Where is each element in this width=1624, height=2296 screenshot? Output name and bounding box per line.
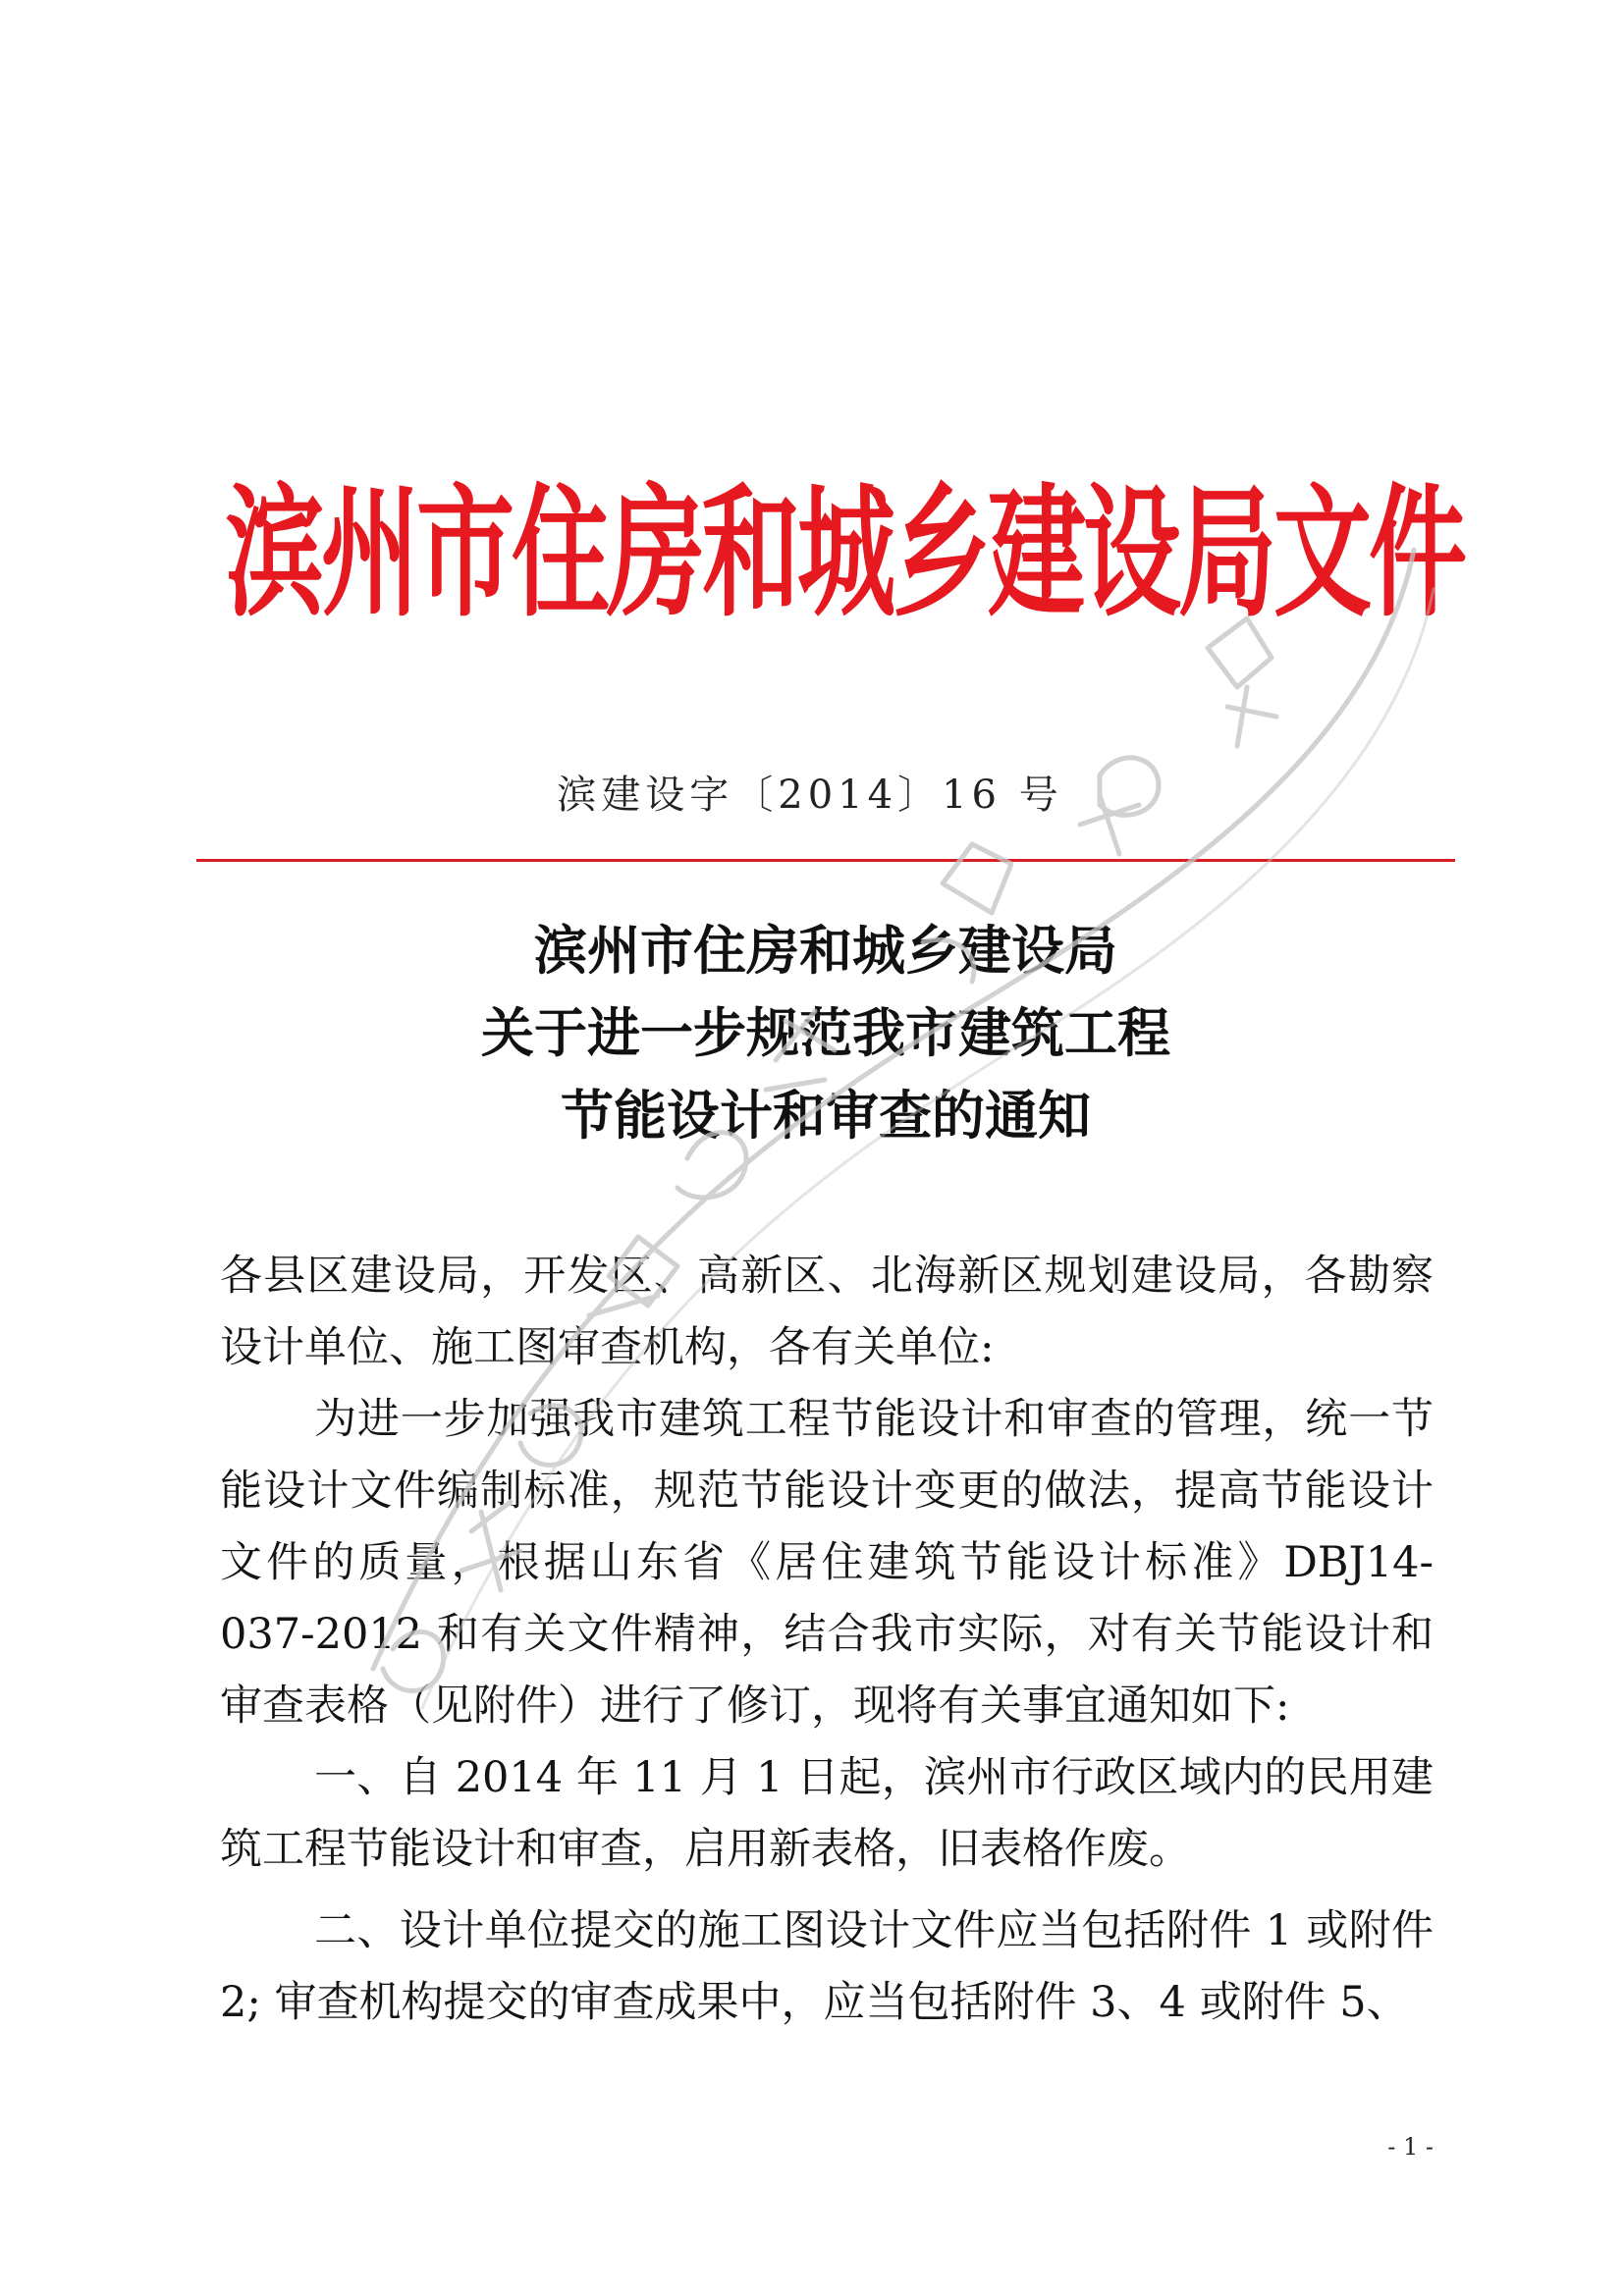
document-number: 滨建设字〔2014〕16 号	[557, 773, 1063, 818]
addressee: 各县区建设局，开发区、高新区、北海新区规划建设局，各勘察设计单位、施工图审查机构，各有关单位:	[220, 1252, 1434, 1372]
page-number: - 1 -	[1387, 2133, 1434, 2161]
body-paragraph-item-2: 二、设计单位提交的施工图设计文件应当包括附件 1 或附件 2; 审查机构提交的审查成果中，应当包括附件 3、4 或附件 5、	[220, 1906, 1434, 2027]
notice-title-line-3: 节能设计和审查的通知	[561, 1085, 1091, 1147]
red-divider	[196, 859, 1455, 862]
notice-title-line-2: 关于进一步规范我市建筑工程	[481, 1002, 1170, 1064]
notice-body	[220, 1241, 1434, 2039]
body-paragraph-item-1: 一、自 2014 年 11 月 1 日起，滨州市行政区域内的民用建筑工程节能设计和审查，启用新表格，旧表格作废。	[220, 1753, 1434, 1874]
masthead-title: 滨州市住房和城乡建设局文件	[226, 468, 1464, 637]
notice-title-line-1: 滨州市住房和城乡建设局	[534, 920, 1117, 982]
body-paragraph-intro: 为进一步加强我市建筑工程节能设计和审查的管理，统一节能设计文件编制标准，规范节能设计变更的做法，提高节能设计文件的质量，根据山东省《居住建筑节能设计标准》DBJ14-037-2012 和有关文件精神，结合我市实际，对有关节能设计和审查表格（见附件）进行了修订，现将有关事宜通知如下:	[220, 1395, 1434, 1731]
notice-title	[196, 910, 1455, 1157]
